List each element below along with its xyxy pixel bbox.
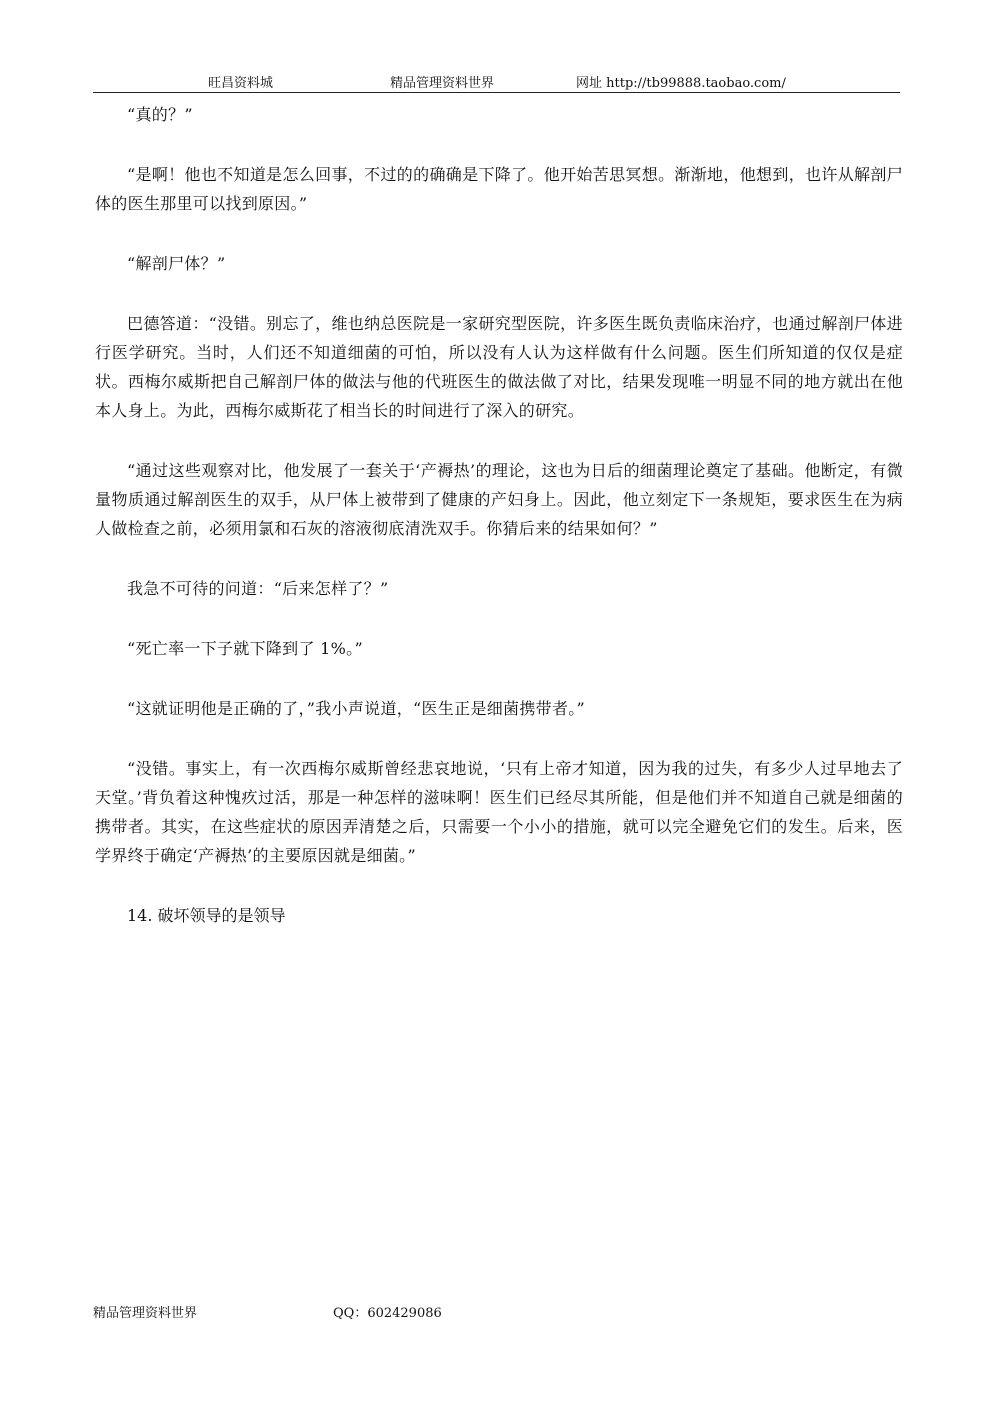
document-body: [95, 100, 903, 930]
paragraph: “通过这些观察对比，他发展了一套关于‘产褥热’的理论，这也为日后的细菌理论奠定了基础。他断定，有微量物质通过解剖医生的双手，从尸体上被带到了健康的产妇身上。因此，他立刻定下一条规矩，要求医生在为病人做检查之前，必须用氯和石灰的溶液彻底清洗双手。你猜后来的结果如何？”: [95, 461, 903, 538]
paragraph: “这就证明他是正确的了，”我小声说道，“医生正是细菌携带者。”: [127, 699, 586, 718]
paragraph: 巴德答道：“没错。别忘了，维也纳总医院是一家研究型医院，许多医生既负责临床治疗，也通过解剖尸体进行医学研究。当时，人们还不知道细菌的可怕，所以没有人认为这样做有什么问题。医生们所知道的仅仅是症状。西梅尔威斯把自己解剖尸体的做法与他的代班医生的做法做了对比，结果发现唯一明显不同的地方就出在他本人身上。为此，西梅尔威斯花了相当长的时间进行了深入的研究。: [95, 314, 903, 420]
header-divider: [93, 92, 900, 93]
paragraph: “解剖尸体？”: [127, 254, 226, 273]
paragraph: “没错。事实上，有一次西梅尔威斯曾经悲哀地说，‘只有上帝才知道，因为我的过失，有多少人过早地去了天堂。’背负着这种愧疚过活，那是一种怎样的滋味啊！医生们已经尽其所能，但是他们并不知道自己就是细菌的携带者。其实，在这些症状的原因弄清楚之后，只需要一个小小的措施，就可以完全避免它们的发生。后来，医学界终于确定‘产褥热’的主要原因就是细菌。”: [95, 759, 903, 865]
paragraph: “是啊！他也不知道是怎么回事，不过的的确确是下降了。他开始苦思冥想。渐渐地，他想到，也许从解剖尸体的医生那里可以找到原因。”: [95, 165, 903, 213]
header-shop-name: 旺昌资料城: [208, 76, 274, 91]
section-heading: 14. 破坏领导的是领导: [127, 906, 286, 925]
paragraph: 我急不可待的问道：“后来怎样了？”: [127, 579, 389, 598]
header-url: 网址 http://tb99888.taobao.com/: [576, 76, 786, 91]
paragraph: “真的？”: [127, 105, 193, 124]
page-header: [93, 70, 900, 92]
footer-qq: QQ：602429086: [333, 1306, 442, 1321]
footer-site-name: 精品管理资料世界: [93, 1306, 198, 1321]
header-site-name: 精品管理资料世界: [390, 76, 495, 91]
paragraph: “死亡率一下子就下降到了 1%。”: [127, 639, 363, 658]
